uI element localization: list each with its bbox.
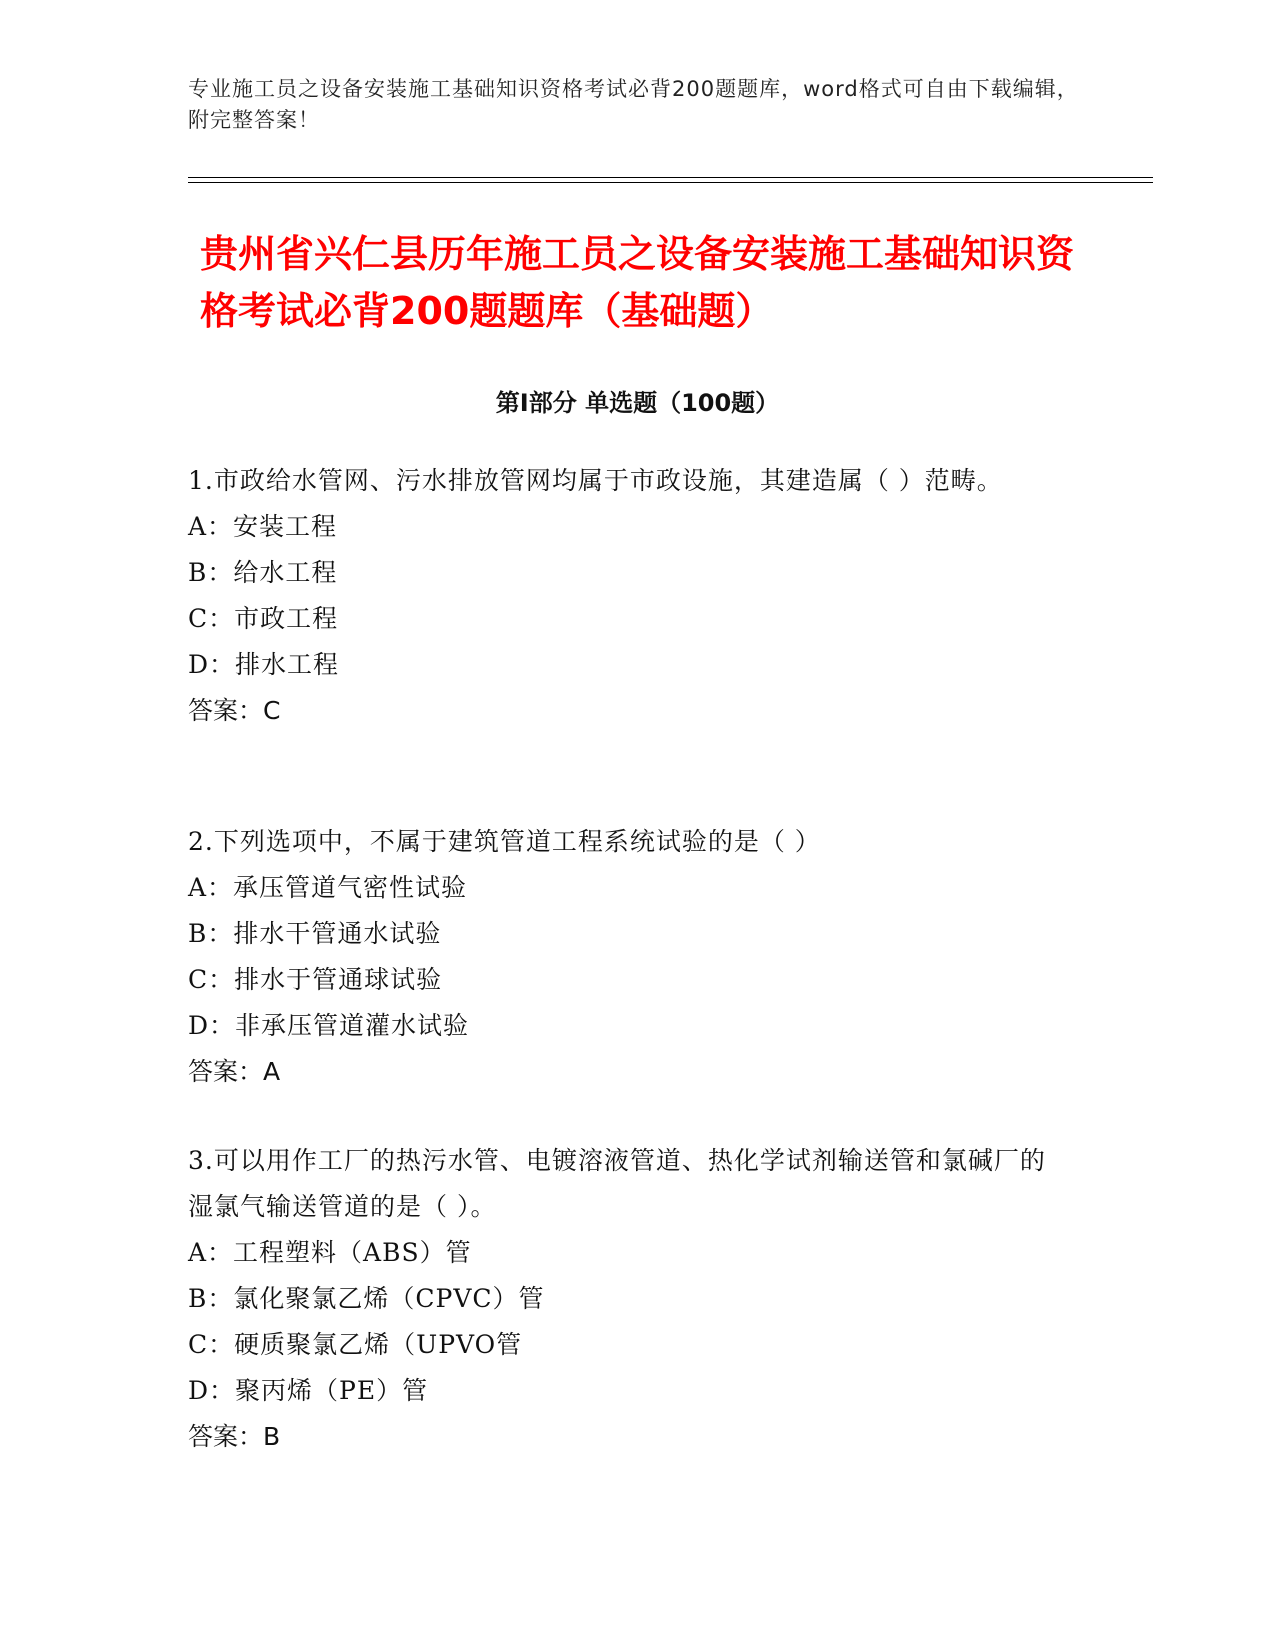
question-1 bbox=[188, 458, 1068, 734]
section-heading: 第Ⅰ部分 单选题（100题） bbox=[495, 389, 780, 417]
option-c: C：硬质聚氯乙烯（UPVO管 bbox=[188, 1330, 523, 1359]
answer: 答案：B bbox=[188, 1422, 281, 1451]
question-stem: 3.可以用作工厂的热污水管、电镀溶液管道、热化学试剂输送管和氯碱厂的湿氯气输送管道的是（ ）。 bbox=[188, 1146, 1046, 1221]
answer: 答案：C bbox=[188, 696, 281, 725]
header-divider-bottom bbox=[188, 182, 1153, 183]
question-3 bbox=[188, 1138, 1068, 1460]
option-a: A：安装工程 bbox=[188, 512, 338, 541]
option-d: D：聚丙烯（PE）管 bbox=[188, 1376, 429, 1405]
question-2 bbox=[188, 819, 1068, 1095]
question-stem: 1.市政给水管网、污水排放管网均属于市政设施，其建造属（ ）范畴。 bbox=[188, 466, 1003, 495]
question-stem: 2.下列选项中，不属于建筑管道工程系统试验的是（ ） bbox=[188, 827, 821, 856]
document-title: 贵州省兴仁县历年施工员之设备安装施工基础知识资格考试必背200题题库（基础题） bbox=[200, 232, 1075, 333]
option-d: D：排水工程 bbox=[188, 650, 340, 679]
option-d: D：非承压管道灌水试验 bbox=[188, 1011, 470, 1040]
option-c: C：市政工程 bbox=[188, 604, 339, 633]
header-note: 专业施工员之设备安装施工基础知识资格考试必背200题题库，word格式可自由下载编辑，附完整答案！ bbox=[188, 77, 1079, 132]
answer: 答案：A bbox=[188, 1057, 281, 1086]
option-c: C：排水于管通球试验 bbox=[188, 965, 443, 994]
option-b: B：给水工程 bbox=[188, 558, 338, 587]
option-b: B：氯化聚氯乙烯（CPVC）管 bbox=[188, 1284, 545, 1313]
option-b: B：排水干管通水试验 bbox=[188, 919, 442, 948]
option-a: A：承压管道气密性试验 bbox=[188, 873, 468, 902]
header-divider-top bbox=[188, 177, 1153, 178]
option-a: A：工程塑料（ABS）管 bbox=[188, 1238, 472, 1267]
